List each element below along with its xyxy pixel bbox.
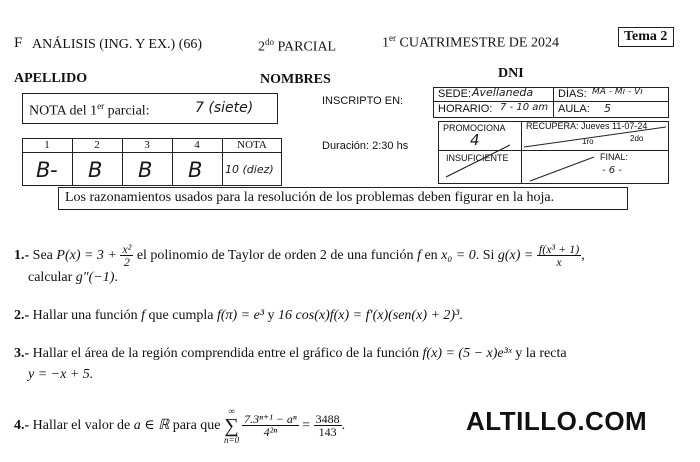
exam-title: $2^{do}$ PARCIAL bbox=[258, 37, 337, 55]
faculty-initial: F bbox=[14, 35, 23, 51]
problem-4: 4.- Hallar el valor de a ∈ ℝ para que ∞ ∑ n=0 $\frac{\text{7.3ⁿ⁺¹ − aⁿ}}{\text{4²ⁿ}}$ = $\frac{3488}{143}$ . bbox=[14, 405, 346, 445]
problem-1: 1.- Sea P(x) = 3 + $\frac{\text{x²}}{2}$ el polinomio de Taylor de orden 2 de una función f en x₀ = 0. Si g(x) = $\frac{\text{f(x³ + 1)}}{x}$ , bbox=[14, 241, 585, 270]
nombres-label: NOMBRES bbox=[260, 72, 331, 87]
term-title: 1er CUATRIMESTRE DE 2024 bbox=[382, 33, 559, 51]
inscription-divider-v bbox=[553, 87, 554, 118]
watermark: ALTILLO.COM bbox=[466, 406, 648, 436]
problem-3: 3.- Hallar el área de la región comprendida entre el gráfico de la función f(x) = (5 − x)e³ˣ y la recta bbox=[14, 346, 567, 361]
problem-1-number: 1.- bbox=[14, 248, 30, 263]
duration-label: Duración: 2:30 hs bbox=[322, 140, 409, 152]
tema-box bbox=[618, 27, 674, 47]
final-label: FINAL: bbox=[600, 152, 629, 162]
dias-value: MA - Mi - Vi bbox=[592, 87, 643, 97]
horario-label: HORARIO: bbox=[438, 103, 493, 115]
aula-value: 5 bbox=[604, 102, 611, 115]
notice-box bbox=[58, 187, 628, 210]
recupera-second: 2do bbox=[630, 134, 644, 143]
recupera-first: 1ro bbox=[582, 137, 594, 146]
grades-header-3: 3 bbox=[144, 139, 150, 151]
problem-2-number: 2.- bbox=[14, 308, 30, 323]
horario-value: 7 - 10 am bbox=[500, 102, 549, 113]
problem-3-number: 3.- bbox=[14, 346, 30, 361]
grade-2: B bbox=[88, 158, 103, 182]
inscripto-label: INSCRIPTO EN: bbox=[322, 95, 404, 107]
problem-3-line-2: y = −x + 5. bbox=[28, 367, 94, 382]
final-value: - 6 - bbox=[602, 165, 622, 176]
insuficiente-label: INSUFICIENTE bbox=[446, 153, 509, 163]
aula-label: AULA: bbox=[558, 103, 590, 115]
grades-header-rule bbox=[22, 152, 282, 153]
recupera-label: RECUPERA: Jueves 11-07-24 bbox=[526, 121, 648, 131]
grades-header-nota: NOTA bbox=[237, 139, 267, 151]
first-exam-grade-value: 7 (siete) bbox=[195, 100, 254, 116]
grade-1: B- bbox=[36, 158, 58, 182]
sede-value: Avellaneda bbox=[472, 86, 534, 99]
grade-final: 10 (diez) bbox=[225, 163, 274, 176]
first-exam-grade-box bbox=[22, 93, 278, 124]
notice-text: Los razonamientos usados para la resolución de los problemas deben figurar en la hoja. bbox=[65, 190, 555, 205]
grade-3: B bbox=[138, 158, 153, 182]
dni-label: DNI bbox=[498, 66, 524, 81]
problem-4-number: 4.- bbox=[14, 418, 30, 433]
grades-header-1: 1 bbox=[44, 139, 50, 151]
problem-1-line-2: calcular g″(−1). bbox=[28, 270, 118, 285]
result-strikes bbox=[438, 121, 669, 184]
tema-label: Tema 2 bbox=[624, 29, 668, 44]
promociona-label: PROMOCIONA bbox=[443, 123, 506, 133]
apellido-label: APELLIDO bbox=[14, 71, 88, 86]
course-title: ANÁLISIS (ING. Y EX.) (66) bbox=[32, 37, 203, 52]
dias-label: DÍAS: bbox=[558, 88, 587, 100]
promociona-value: 4 bbox=[470, 131, 480, 149]
grades-header-2: 2 bbox=[94, 139, 100, 151]
sede-label: SEDE: bbox=[438, 88, 472, 100]
inscription-divider-h bbox=[433, 101, 669, 102]
problem-2: 2.- Hallar una función f que cumpla f(π) = e³ y 16 cos(x)f(x) = f′(x)(sen(x) + 2)³. bbox=[14, 308, 463, 323]
first-exam-grade-label: NOTA del 1er parcial: bbox=[29, 101, 150, 119]
grades-header-4: 4 bbox=[194, 139, 200, 151]
grade-4: B bbox=[188, 158, 203, 182]
